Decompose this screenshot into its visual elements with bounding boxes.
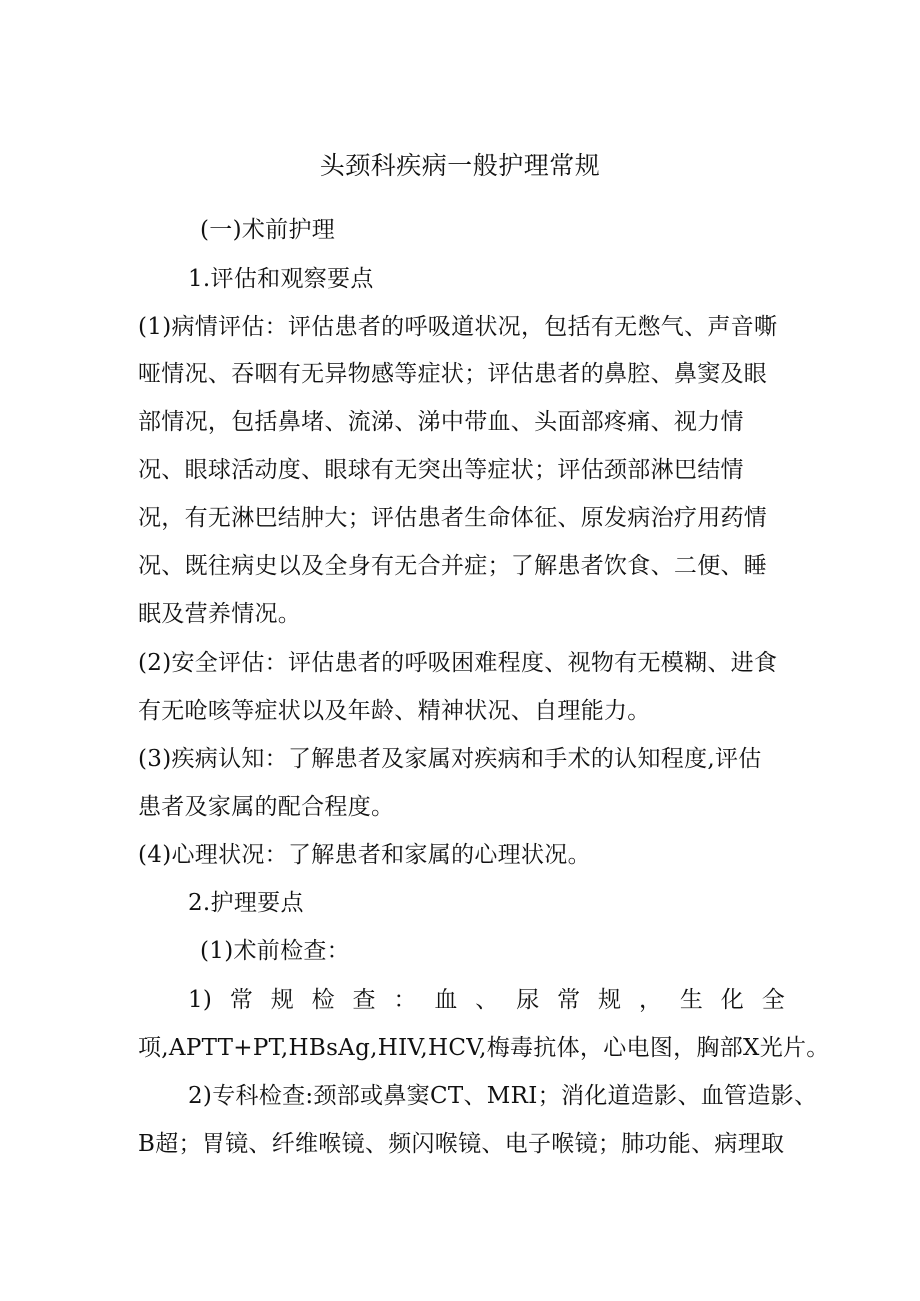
paragraph-line: 部情况，包括鼻堵、流涕、涕中带血、头面部疼痛、视力情 [138, 409, 744, 435]
subsection-heading-nursing: 2.护理要点 [188, 890, 304, 916]
paragraph-line: (2)安全评估：评估患者的呼吸困难程度、视物有无模糊、进食 [138, 650, 778, 676]
document-title: 头颈科疾病一般护理常规 [319, 151, 601, 180]
paragraph-line: B超；胃镜、纤维喉镜、频闪喉镜、电子喉镜；肺功能、病理取 [138, 1131, 785, 1157]
paragraph-line: 有无呛咳等症状以及年龄、精神状况、自理能力。 [138, 698, 651, 724]
paragraph-line: 2)专科检查:颈部或鼻窦CT、MRI；消化道造影、血管造影、 [188, 1083, 818, 1109]
item-heading-preop-exam: (1)术前检查： [200, 938, 350, 964]
paragraph-line: 况，有无淋巴结肿大；评估患者生命体征、原发病治疗用药情 [138, 505, 768, 531]
paragraph-line: 患者及家属的配合程度。 [138, 794, 395, 820]
paragraph-line: 眠及营养情况。 [138, 601, 302, 627]
paragraph-line: 况、眼球活动度、眼球有无突出等症状；评估颈部淋巴结情 [138, 457, 744, 483]
paragraph-line: 1)常规检查：血、尿常规，生化全 [188, 987, 785, 1013]
subsection-heading-assessment: 1.评估和观察要点 [188, 266, 374, 292]
paragraph-line: 况、既往病史以及全身有无合并症；了解患者饮食、二便、睡 [138, 553, 768, 579]
section-heading-preop: (一)术前护理 [200, 217, 336, 243]
paragraph-line: 哑情况、吞咽有无异物感等症状；评估患者的鼻腔、鼻窦及眼 [138, 361, 768, 387]
paragraph-line: (3)疾病认知：了解患者及家属对疾病和手术的认知程度,评估 [138, 746, 762, 772]
paragraph-line: (4)心理状况：了解患者和家属的心理状况。 [138, 842, 591, 868]
paragraph-line: 项,APTT+PT,HBsAg,HIV,HCV,梅毒抗体，心电图，胸部X光片。 [138, 1035, 830, 1061]
paragraph-line: (1)病情评估：评估患者的呼吸道状况，包括有无憋气、声音嘶 [138, 314, 778, 340]
